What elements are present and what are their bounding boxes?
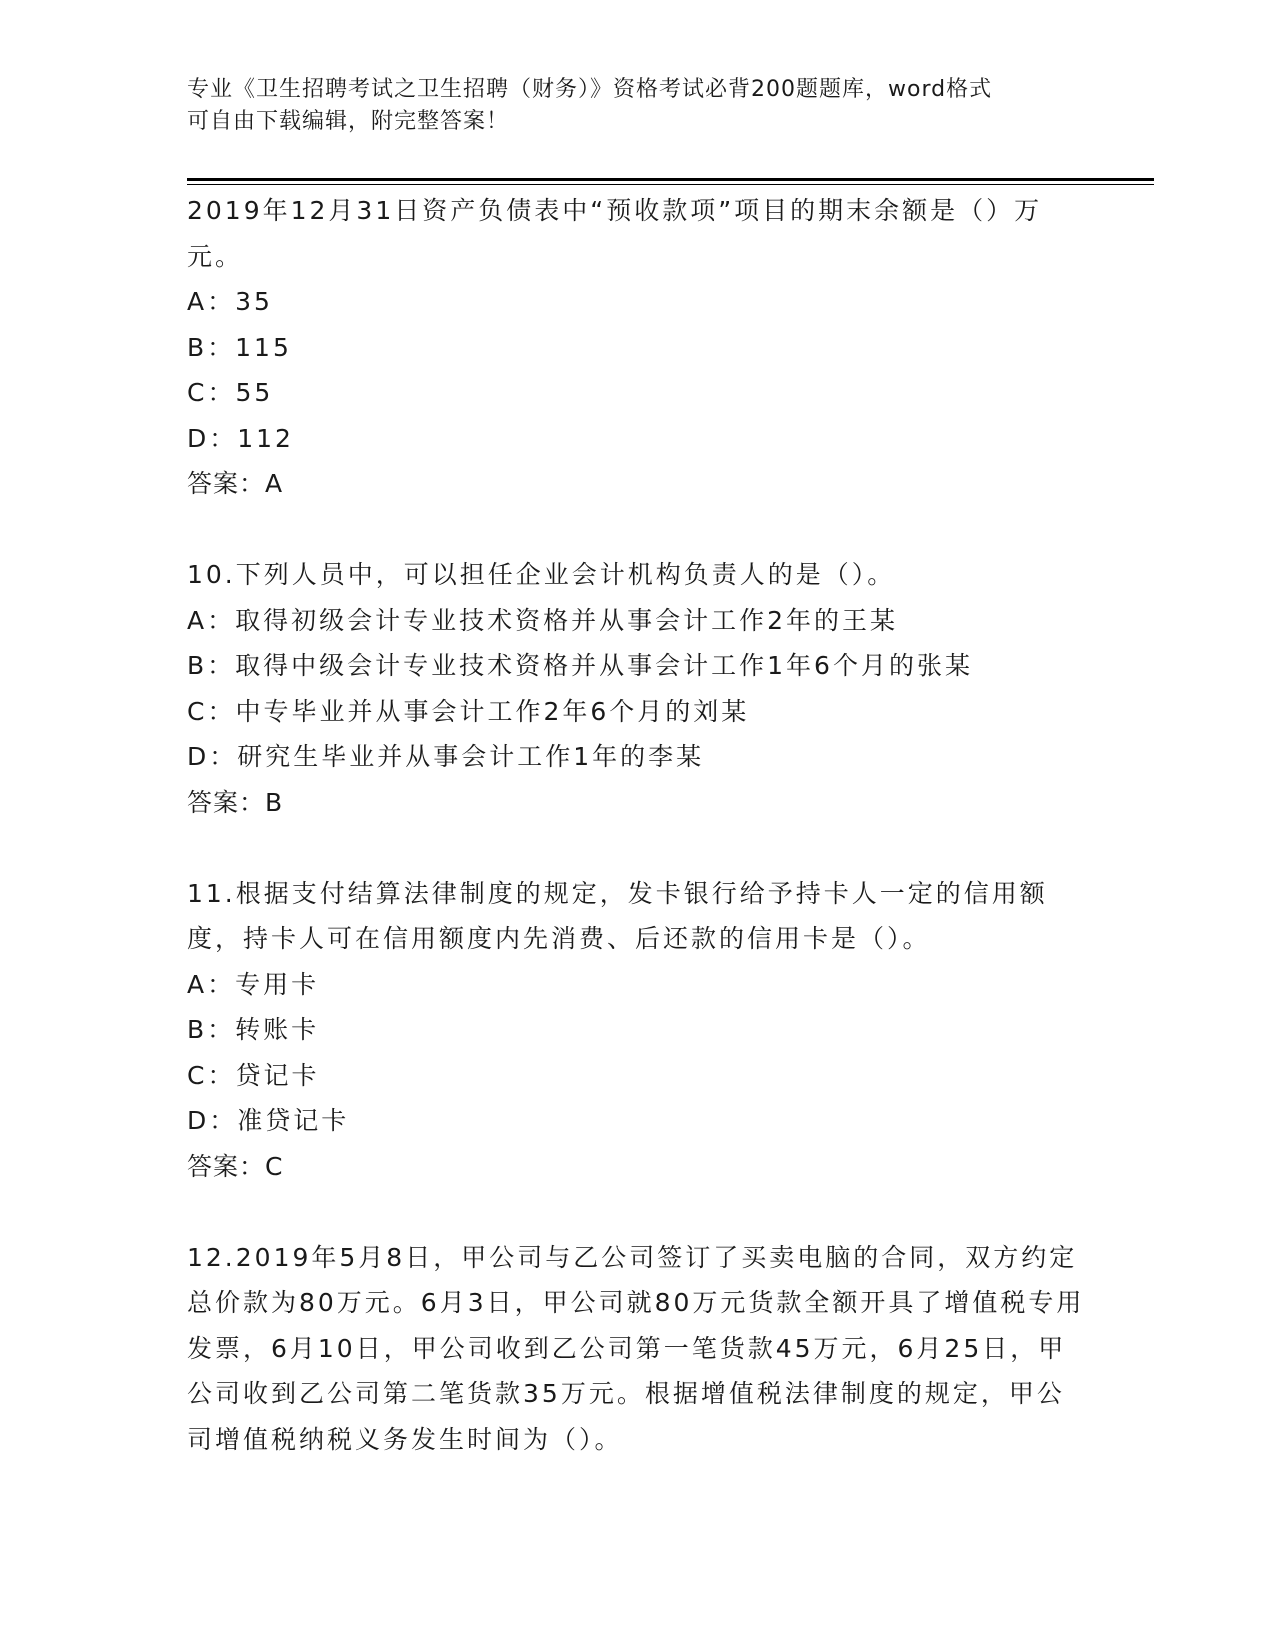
spacer [187, 825, 1087, 871]
question-text: 12.2019年5月8日，甲公司与乙公司签订了买卖电脑的合同，双方约定总价款为80万元。6月3日，甲公司就80万元货款全额开具了增值税专用发票，6月10日，甲公司收到乙公司第一笔货款45万元，6月25日，甲公司收到乙公司第二笔货款35万元。根据增值税法律制度的规定，甲公司增值税纳税义务发生时间为（）。 [187, 1242, 1085, 1454]
document-header [187, 74, 1087, 138]
header-rule-thin [187, 184, 1154, 185]
header-rule-thick [187, 178, 1154, 181]
question-text: 2019年12月31日资产负债表中“预收款项”项目的期末余额是（）万元。 [187, 196, 1043, 271]
option-d: D：112 [187, 423, 294, 453]
answer-line: 答案：C [187, 1151, 284, 1181]
option-b: B：115 [187, 332, 292, 362]
spacer [187, 1189, 1087, 1235]
option-a: A：35 [187, 287, 273, 316]
option-d: D：准贷记卡 [187, 1106, 350, 1135]
option-b: B：取得中级会计专业技术资格并从事会计工作1年6个月的张某 [187, 651, 973, 680]
question-text: 10.下列人员中，可以担任企业会计机构负责人的是（）。 [187, 560, 896, 589]
option-a: A：专用卡 [187, 969, 320, 999]
question-block [187, 1235, 1087, 1463]
answer-line: 答案：B [187, 787, 284, 817]
option-b: B：转账卡 [187, 1015, 320, 1044]
option-a: A：取得初级会计专业技术资格并从事会计工作2年的王某 [187, 605, 899, 635]
question-text: 11.根据支付结算法律制度的规定，发卡银行给予持卡人一定的信用额度，持卡人可在信用额度内先消费、后还款的信用卡是（）。 [187, 878, 1048, 953]
question-block [187, 188, 1087, 507]
question-block [187, 871, 1087, 1190]
answer-line: 答案：A [187, 469, 284, 498]
spacer [187, 507, 1087, 553]
header-line-1: 专业《卫生招聘考试之卫生招聘（财务）》资格考试必背200题题库，word格式 [187, 77, 993, 102]
question-block [187, 552, 1087, 825]
option-d: D：研究生毕业并从事会计工作1年的李某 [187, 742, 705, 771]
option-c: C：中专毕业并从事会计工作2年6个月的刘某 [187, 696, 750, 726]
option-c: C：贷记卡 [187, 1060, 320, 1090]
header-line-2: 可自由下载编辑，附完整答案！ [187, 109, 510, 134]
option-c: C：55 [187, 378, 274, 407]
question-list [187, 188, 1087, 1462]
